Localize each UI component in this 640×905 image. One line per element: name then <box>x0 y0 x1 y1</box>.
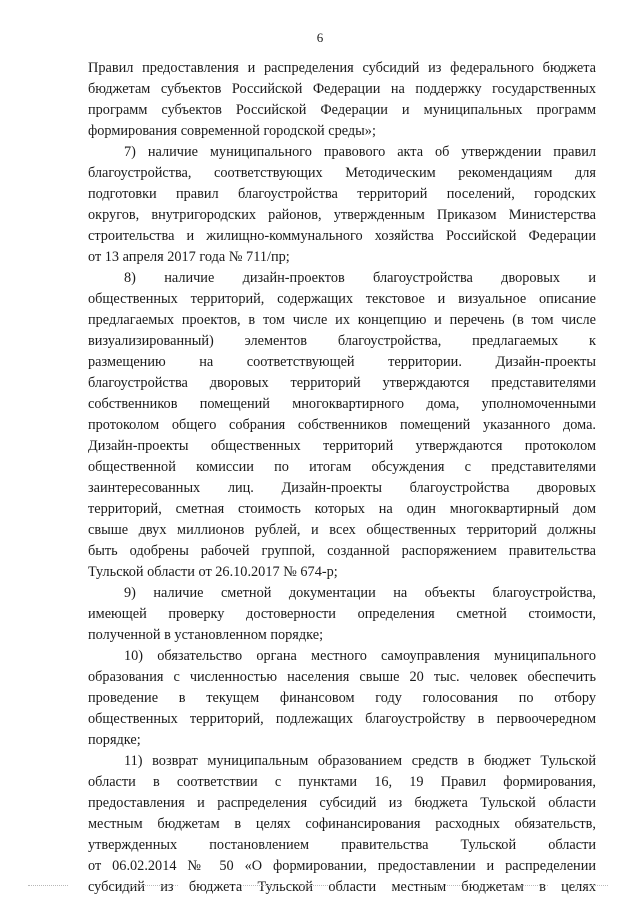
text-line: Правил предоставления и распределения субсидий из федерального бюджета <box>88 60 596 76</box>
text-line: благоустройства дворовых территорий утверждаются представителями <box>88 375 596 391</box>
page-number: 6 <box>316 30 324 45</box>
text-line: территорий, сметная стоимость которых на один многоквартирный дом <box>88 501 596 517</box>
text-line: округов, внутригородских районов, утвержденным Приказом Министерства <box>88 207 596 223</box>
text-line: общественных территорий, содержащих текстовое и визуальное описание <box>88 291 596 307</box>
text-line: предоставления и распределения субсидий из бюджета Тульской области <box>88 795 596 811</box>
text-line: образования с численностью населения свыше 20 тыс. человек обеспечить <box>88 669 596 685</box>
text-line: заинтересованных лиц. Дизайн-проекты благоустройства дворовых <box>88 480 596 496</box>
text-line: программ субъектов Российской Федерации и муниципальных программ <box>88 102 596 118</box>
text-line: визуализированный) элементов благоустройства, предлагаемых к <box>88 333 596 349</box>
text-line: 10) обязательство органа местного самоуправления муниципального <box>124 648 596 664</box>
text-line: общественной комиссии по итогам обсуждения с представителями <box>88 459 596 475</box>
text-line: имеющей проверку достоверности определения сметной стоимости, <box>88 606 596 622</box>
text-line: субсидий из бюджета Тульской области местным бюджетам в целях <box>88 879 596 895</box>
text-line: порядке; <box>88 732 141 748</box>
text-line: области в соответствии с пунктами 16, 19 Правил формирования, <box>88 774 596 790</box>
text-line: утвержденных постановлением правительства Тульской области <box>88 837 596 853</box>
text-line: Дизайн-проекты общественных территорий утверждаются протоколом <box>88 438 596 454</box>
text-line: Тульской области от 26.10.2017 № 674-р; <box>88 564 338 580</box>
text-line: предлагаемых проектов, в том числе их концепцию и перечень (в том числе <box>88 312 596 328</box>
text-line: 11) возврат муниципальным образованием средств в бюджет Тульской <box>124 753 596 769</box>
text-line: размещению на соответствующей территории. Дизайн-проекты <box>88 354 596 370</box>
text-line: формирования современной городской среды»; <box>88 123 376 139</box>
text-line: 9) наличие сметной документации на объекты благоустройства, <box>124 585 596 601</box>
text-line: проведение в текущем финансовом году голосования по отбору <box>88 690 596 706</box>
text-line: благоустройства, соответствующих Методическим рекомендациям для <box>88 165 596 181</box>
text-line: строительства и жилищно-коммунального хозяйства Российской Федерации <box>88 228 596 244</box>
text-line: собственников помещений многоквартирного дома, уполномоченными <box>88 396 596 412</box>
text-line: общественных территорий, подлежащих благоустройству в первоочередном <box>88 711 596 727</box>
text-line: бюджетам субъектов Российской Федерации на поддержку государственных <box>88 81 596 97</box>
text-line: от 06.02.2014 № 50 «О формировании, предоставлении и распределении <box>88 858 596 874</box>
text-line: протоколом общего собрания собственников помещений указанного дома. <box>88 417 596 433</box>
text-line: от 13 апреля 2017 года № 711/пр; <box>88 249 290 265</box>
scan-footer-marks <box>28 885 628 889</box>
text-line: 8) наличие дизайн-проектов благоустройства дворовых и <box>124 270 596 286</box>
text-line: 7) наличие муниципального правового акта об утверждении правил <box>124 144 596 160</box>
text-line: свыше двух миллионов рублей, и всех общественных территорий должны <box>88 522 596 538</box>
text-line: подготовки правил благоустройства территорий поселений, городских <box>88 186 596 202</box>
text-line: быть одобрены рабочей группой, созданной распоряжением правительства <box>88 543 596 559</box>
text-line: местным бюджетам в целях софинансирования расходных обязательств, <box>88 816 596 832</box>
document-body <box>88 58 596 898</box>
text-line: полученной в установленном порядке; <box>88 627 324 643</box>
